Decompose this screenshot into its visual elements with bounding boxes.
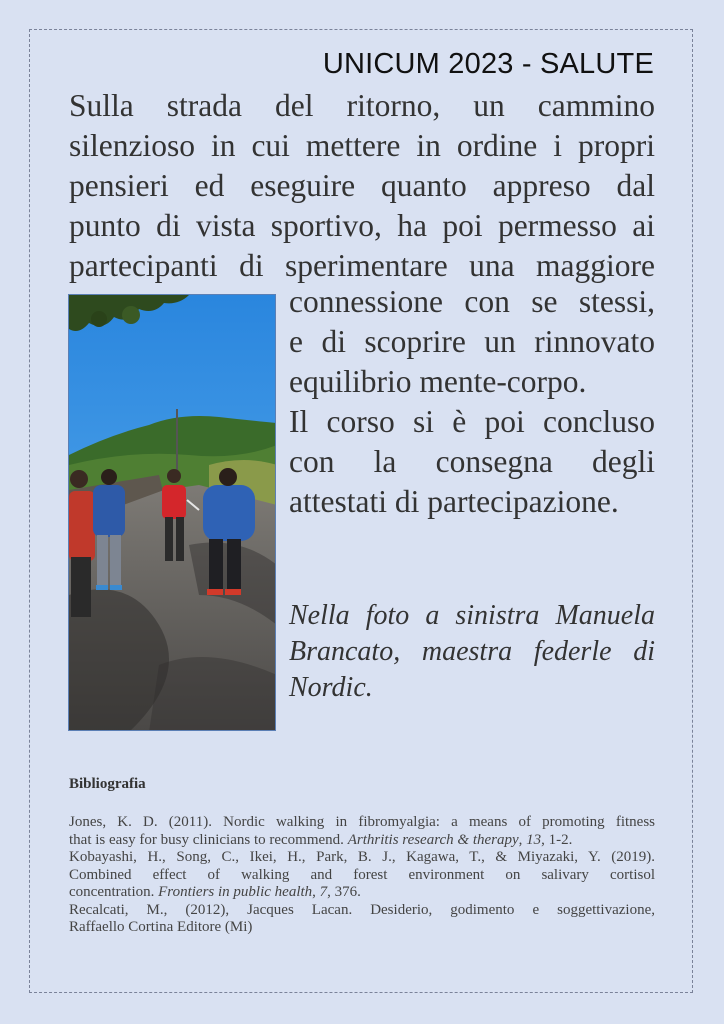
body-line: e di scoprire un rinnovato	[289, 324, 655, 359]
caption-line: Nordic.	[289, 672, 373, 703]
lead-line: Sulla strada del ritorno, un cammino	[69, 88, 655, 123]
bibliography-heading: Bibliografia	[69, 776, 146, 792]
article-continuation-paragraph	[289, 282, 655, 522]
reference-line: Recalcati, M., (2012), Jacques Lacan. Desiderio, godimento e soggettivazione,	[69, 901, 655, 918]
reference-line: Jones, K. D. (2011). Nordic walking in fibromyalgia: a means of promoting fitness	[69, 814, 655, 830]
article-lead-paragraph	[69, 86, 655, 286]
reference-line: Raffaello Cortina Editore (Mi)	[69, 919, 253, 935]
body-line: attestati di partecipazione.	[289, 484, 619, 519]
reference-line: that is easy for busy clinicians to recommend. Arthritis research & therapy, 13, 1-2.	[69, 831, 573, 848]
body-line: connessione con se stessi,	[289, 284, 655, 319]
group-walk-photo	[68, 294, 276, 731]
body-line: Il corso si è poi concluso	[289, 404, 655, 439]
photo-caption	[289, 598, 655, 706]
reference-line: concentration. Frontiers in public health, 7, 376.	[69, 884, 361, 900]
caption-line: Brancato, maestra federle di	[289, 636, 655, 667]
body-line: con la consegna degli	[289, 444, 655, 479]
reference-line: Combined effect of walking and forest environment on salivary cortisol	[69, 866, 655, 883]
lead-line: punto di vista sportivo, ha poi permesso ai	[69, 208, 655, 243]
lead-line: partecipanti di sperimentare una maggiore	[69, 248, 655, 283]
caption-line: Nella foto a sinistra Manuela	[289, 600, 655, 631]
reference-line: Kobayashi, H., Song, C., Ikei, H., Park, B. J., Kagawa, T., & Miyazaki, Y. (2019).	[69, 849, 655, 865]
lead-line: pensieri ed eseguire quanto appreso dal	[69, 168, 655, 203]
bibliography-list	[69, 814, 655, 937]
page-header: UNICUM 2023 - SALUTE	[322, 48, 654, 80]
lead-line: silenzioso in cui mettere in ordine i propri	[69, 128, 655, 163]
body-line: equilibrio mente-corpo.	[289, 364, 587, 399]
